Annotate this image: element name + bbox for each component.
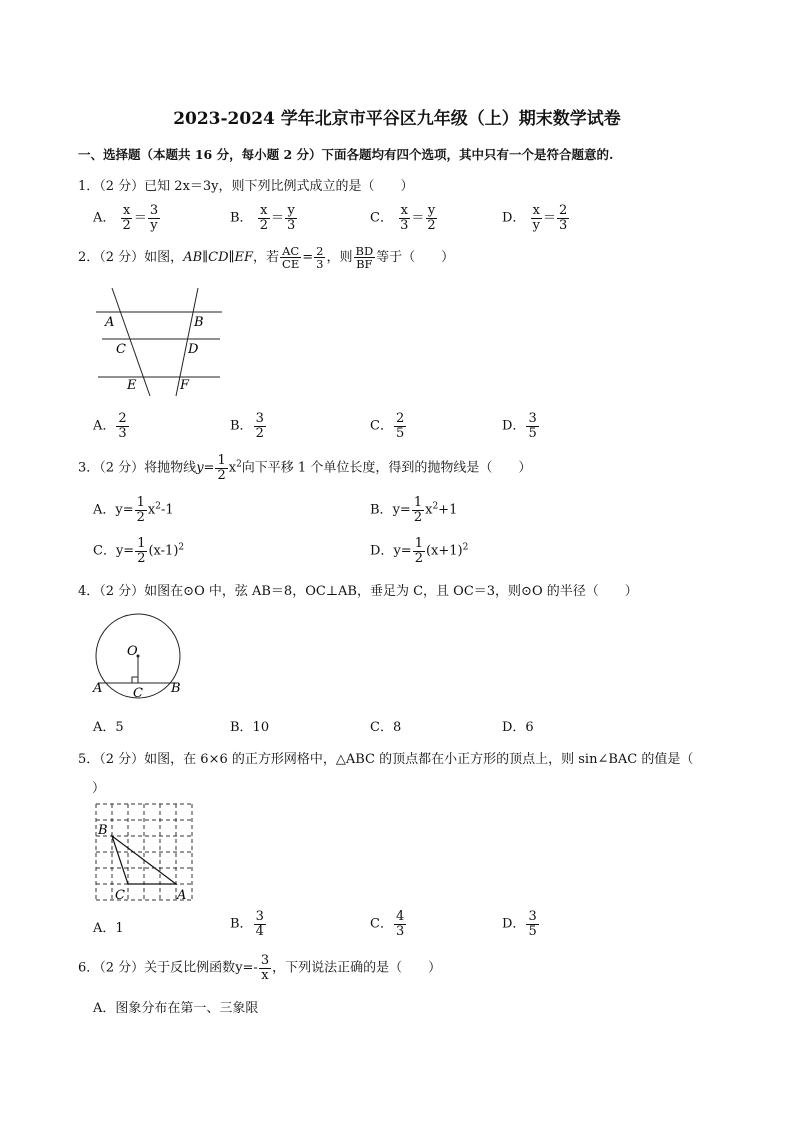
denominator: 3 [400,217,409,233]
expr: y= [115,502,134,518]
right-angle-mark [132,677,138,683]
q1-stem: 1．（2 分）已知 2x＝3y，则下列比例式成立的是（ ） [78,179,414,194]
fraction [254,412,266,440]
q5-stem: 5．（2 分）如图，在 6×6 的正方形网格中，△ABC 的顶点都在小正方形的顶点上，则 sin∠BAC 的值是（ [78,752,694,767]
relation: = [302,250,314,266]
page-title: 2023-2024 学年北京市平谷区九年级（上）期末数学试卷 [173,109,621,129]
expr: x [147,502,156,518]
fraction [394,412,406,440]
denominator: 2 [137,550,146,566]
label-a: A [105,315,115,330]
option-label: C． [370,916,393,932]
denominator: x [261,967,269,983]
fraction [314,245,325,270]
denominator: 2 [255,425,264,441]
q1-option-b[interactable] [230,204,298,232]
denominator: 3 [118,425,127,441]
exponent: 2 [236,459,242,470]
numerator: 2 [316,244,324,258]
option-label: A． [93,502,116,518]
option-value: 1 [115,921,124,936]
option-label: C． [370,210,393,226]
fraction [258,204,270,232]
q4-circle-figure [88,610,188,702]
relation: ＝ [411,210,425,226]
q3-option-d[interactable] [370,537,468,565]
q2-option-a[interactable] [93,412,130,440]
numerator: 2 [558,203,568,218]
stem-math: y= [196,460,215,476]
fraction [285,204,297,232]
denominator: CE [282,257,300,272]
option-label: B． [230,210,253,226]
denominator: 2 [217,467,226,483]
numerator: y [287,203,295,218]
denominator: 5 [395,425,405,441]
numerator: 3 [255,909,264,924]
q1-option-d[interactable] [502,204,570,232]
fraction [394,910,406,938]
label-c: C [116,342,126,357]
numerator: 2 [118,411,127,426]
relation: ＝ [270,210,284,226]
fraction [148,204,160,232]
numerator: 3 [528,411,537,426]
label-b: B [171,681,181,696]
denominator: 3 [558,217,568,233]
q3-stem [78,454,531,482]
grid-lines [96,804,192,900]
option-label: D． [502,210,526,226]
numerator: 1 [414,536,423,551]
fraction [254,910,266,938]
fraction [425,204,437,232]
q3-option-a[interactable] [93,496,174,524]
numerator: 1 [217,453,226,468]
q4-option-d[interactable]: D．6 [502,720,534,735]
q3-option-b[interactable] [370,496,457,524]
numerator: 1 [137,536,146,551]
denominator: 3 [316,257,324,272]
fraction [526,910,538,938]
numerator: 3 [255,411,264,426]
option-label: B． [370,502,393,518]
denominator: 2 [259,217,268,233]
q2-stem [78,245,454,270]
fraction [259,954,271,982]
q2-option-b[interactable] [230,412,267,440]
q4-option-b[interactable]: B．10 [230,720,270,735]
stem-text: ，若 [253,250,280,266]
label-c: C [133,686,143,701]
expr: (x+1) [425,543,463,559]
label-b: B [194,315,204,330]
q2-option-d[interactable] [502,412,540,440]
stem-math: x [228,460,237,476]
label-a: A [93,681,103,696]
stem-text: ，则 [326,250,353,266]
numerator: x [260,203,268,218]
option-label: A． [93,921,116,936]
numerator: 1 [413,495,423,510]
option-label: A． [93,418,116,434]
option-label: C． [93,543,116,559]
denominator: y [150,217,158,233]
fraction [116,412,128,440]
denominator: 3 [287,217,296,233]
q2-parallel-lines-figure [90,282,230,402]
q1-option-a[interactable] [93,204,161,232]
fraction [557,204,569,232]
expr: x [425,502,433,518]
fraction [413,537,425,565]
denominator: 2 [427,217,436,233]
q3-option-c[interactable] [93,537,184,565]
fraction [531,204,542,232]
numerator: 4 [395,909,405,924]
q5-option-d[interactable] [502,910,540,938]
label-o: O [127,644,138,659]
q2-option-c[interactable] [370,412,407,440]
denominator: BF [356,257,373,272]
denominator: 2 [413,509,423,525]
stem-text: 6．（2 分）关于反比例函数 [78,960,236,976]
numerator: x [400,203,408,218]
numerator: 3 [260,953,270,968]
denominator: 5 [528,923,537,939]
option-label: D． [502,418,526,434]
q5-option-b[interactable] [230,910,267,938]
q1-option-c[interactable] [370,204,439,232]
relation: ＝ [542,210,556,226]
exponent: 2 [462,542,469,553]
section-heading: 一、选择题（本题共 16 分，每小题 2 分）下面各题均有四个选项，其中只有一个是符合题意的. [78,147,614,162]
option-label: C． [370,418,393,434]
denominator: 2 [136,509,145,525]
relation: ＝ [133,210,147,226]
label-d: D [188,342,199,357]
numerator: y [427,203,436,218]
stem-math: AB∥CD∥EF [183,250,254,266]
numerator: x [532,203,540,218]
exponent: 2 [432,501,439,512]
exponent: 2 [155,501,161,512]
label-b: B [98,823,108,838]
fraction [135,496,147,524]
stem-text: ，下列说法正确的是（ ） [272,960,442,976]
q5-stem-end: ） [92,781,106,796]
q6-option-a[interactable]: A．图象分布在第一、三象限 [93,1001,259,1016]
label-f: F [180,378,190,393]
exponent: 2 [178,542,185,553]
fraction [354,245,376,270]
expr: y= [393,543,412,559]
q6-stem [78,954,441,982]
denominator: 2 [122,217,131,233]
numerator: BD [355,244,374,258]
fraction [412,496,424,524]
q4-option-c[interactable]: C．8 [370,720,402,735]
denominator: y [532,217,540,233]
q5-option-a[interactable] [93,917,124,936]
expr: +1 [438,502,458,518]
denominator: 5 [528,425,537,441]
q5-grid-figure [93,802,199,904]
fraction [121,204,133,232]
stem-text: 等于（ ） [376,250,455,266]
expr: y= [392,502,411,518]
q5-option-c[interactable] [370,910,407,938]
label-c: C [115,888,125,903]
fraction [398,204,410,232]
fraction [280,245,301,270]
denominator: 3 [395,923,405,939]
numerator: AC [282,244,300,258]
option-label: B． [230,418,253,434]
expr: -1 [161,502,174,518]
q4-option-a[interactable]: A．5 [93,720,124,735]
fraction [215,454,227,482]
expr: y=- [235,960,258,976]
expr: y= [115,543,135,559]
fraction [135,537,147,565]
numerator: 2 [395,411,405,426]
denominator: 2 [414,550,423,566]
numerator: x [123,203,131,218]
option-label: B． [230,916,253,932]
stem-text: 3．（2 分）将抛物线 [78,460,197,476]
label-a: A [177,888,187,903]
stem-text: 向下平移 1 个单位长度，得到的抛物线是（ ） [241,460,532,476]
q4-stem: 4．（2 分）如图在⊙O 中，弦 AB＝8，OC⊥AB，垂足为 C，且 OC＝3，则⊙O 的半径（ ） [78,584,638,599]
fraction [526,412,538,440]
numerator: 3 [528,909,537,924]
numerator: 1 [136,495,145,510]
option-label: D． [370,543,394,559]
label-e: E [127,378,137,393]
option-label: A． [93,210,116,226]
option-label: D． [502,916,526,932]
expr: (x-1) [148,543,179,559]
denominator: 4 [255,923,264,939]
numerator: 3 [149,203,159,218]
stem-text: 2．（2 分）如图， [78,250,184,266]
